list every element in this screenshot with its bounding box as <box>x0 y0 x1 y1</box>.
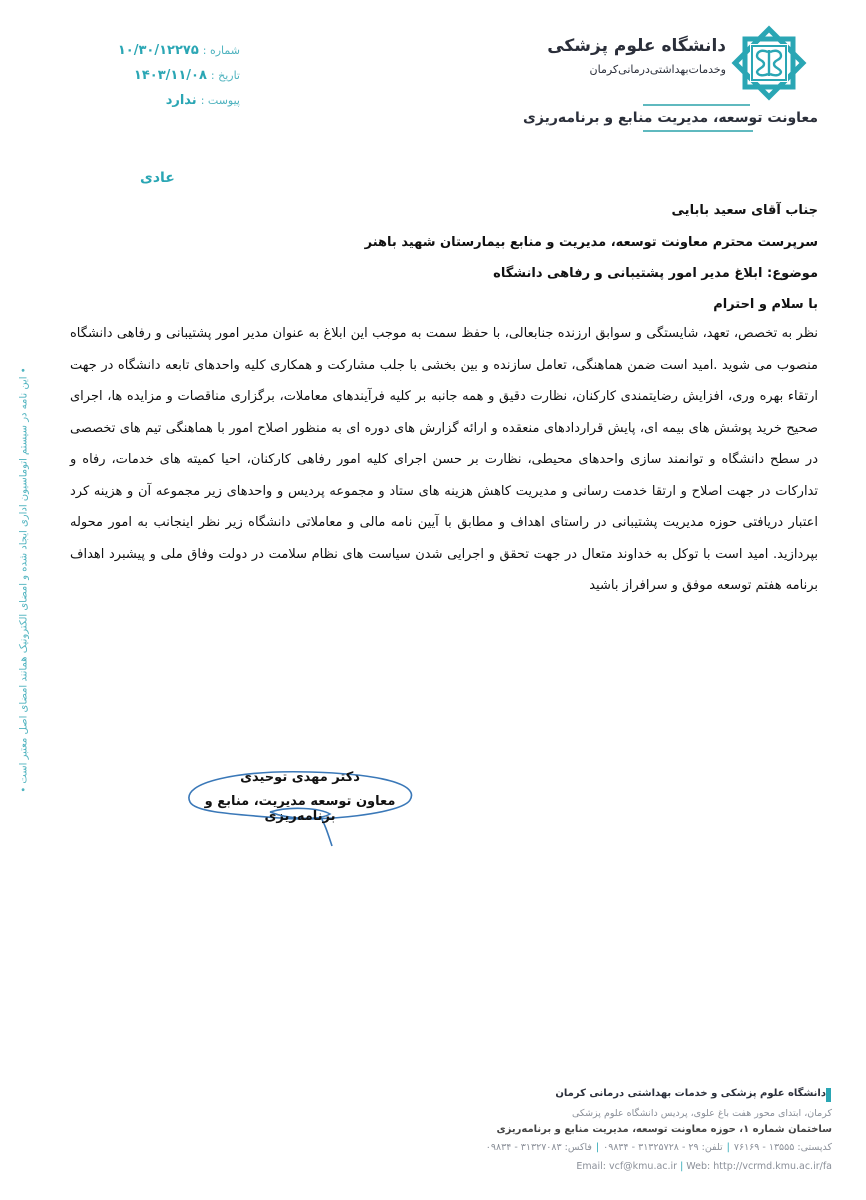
footer-phone: تلفن: ۲۹ - ۳۱۳۲۵۷۲۸ - ۰۹۸۳۴ <box>603 1142 723 1153</box>
university-logo <box>728 22 810 104</box>
star-emblem-icon <box>728 22 810 104</box>
divider <box>643 130 753 132</box>
attachment-value: ندارد <box>165 93 197 108</box>
footer-title: دانشگاه علوم پزشکی و خدمات بهداشتی درمانی کرمان <box>555 1088 826 1099</box>
attachment-label: پیوست : <box>200 94 240 107</box>
number-label: شماره : <box>202 44 240 57</box>
signatory-name: دکتر مهدی توحیدی <box>240 770 360 785</box>
letter-meta <box>100 38 240 113</box>
footer-building: ساختمان شماره ۱، حوزه معاونت توسعه، مدیریت منابع و برنامه‌ریزی <box>496 1124 832 1135</box>
footer-website-link[interactable]: Web: http://vcrmd.kmu.ac.ir/fa <box>686 1161 832 1172</box>
letter-body: نظر به تخصص، تعهد، شایستگی و سوابق ارزنده جنابعالی، با حفظ سمت به موجب این ابلاغ به عنوان مدیر امور پشتیبانی و رفاهی دانشگاه منصوب می شوید .امید است ضمن هماهنگی، تعامل سازنده و بین بخشی با جلب مشارکت و همکاری کلیه واحدهای تابعه دانشگاه در جهت ارتقاء بهره وری، افزایش رضایتمندی کارکنان، نظارت دقیق و همه جانبه بر کلیه فرآیندهای معاملات، برگزاری مناقصات و مزایده ها، اجرای صحیح خرید پوشش های بیمه ای، پایش قراردادهای منعقده و ارائه گزارش های دوره ای به منظور اصلاح امور با هماهنگی تیم های تخصصی در سطح دانشگاه و توانمند سازی واحدهای محیطی، نظارت بر حسن اجرای کلیه امور رفاهی کارکنان، احیا کمیته های خدمات، رفاه و تدارکات در جهت اصلاح و ارتقا خدمت رسانی و مدیریت کاهش هزینه های ستاد و مجموعه پردیس و واحدهای زیر مجموعه آن و هزینه کرد اعتبار دریافتی حوزه مدیریت پشتیبانی در راستای اهداف و مطابق با آیین نامه مالی و معاملاتی دانشگاه زیر نظر اینجانب به امور محوله بپردازید. امید است با توکل به خداوند متعال در جهت تحقق و اجرایی شدن سیاست های نظام سلامت در دولت وفاق ملی و پیشبرد اهداف برنامه هفتم توسعه موفق و سرافراز باشید <box>70 326 818 593</box>
electronic-signature-note <box>14 340 34 820</box>
number-value: ۱۰/۳۰/۱۲۲۷۵ <box>117 43 199 58</box>
letter-subject: موضوع: ابلاغ مدیر امور پشتیبانی و رفاهی دانشگاه <box>493 266 818 281</box>
date-value: ۱۴۰۳/۱۱/۰۸ <box>133 68 207 83</box>
footer-fax: فاکس: ۳۱۳۲۷۰۸۳ - ۰۹۸۳۴ <box>485 1142 592 1153</box>
footer-address: کرمان، ابتدای محور هفت باغ علوی، پردیس دانشگاه علوم پزشکی <box>571 1108 832 1119</box>
letter-date-row <box>100 63 240 88</box>
footer-contact: کدپستی: ۱۳۵۵۵ - ۷۶۱۶۹|تلفن: ۲۹ - ۳۱۳۲۵۷۲۸ - ۰۹۸۳۴|فاکس: ۳۱۳۲۷۰۸۳ - ۰۹۸۳۴ <box>485 1142 832 1153</box>
footer-web: Email: vcf@kmu.ac.ir | Web: http://vcrmd.kmu.ac.ir/fa <box>576 1161 832 1172</box>
letter-attachment-row <box>100 88 240 113</box>
date-label: تاریخ : <box>210 69 240 82</box>
priority-label: عادی <box>140 170 175 186</box>
addressee-position: سرپرست محترم معاونت توسعه، مدیریت و منابع بیمارستان شهید باهنر <box>364 235 818 250</box>
footer-email-link[interactable]: Email: vcf@kmu.ac.ir <box>576 1161 678 1172</box>
footer-accent-bar <box>826 1088 831 1102</box>
greeting: با سلام و احترام <box>713 297 818 312</box>
side-note-text: • این نامه در سیستم اتوماسیون اداری ایجاد شده و امضای الکترونیک همانند امضای اصل معتبر است • <box>18 367 30 793</box>
university-name: دانشگاه علوم پزشکی <box>547 36 726 56</box>
divider <box>643 104 750 106</box>
addressee-name: جناب آقای سعید بابایی <box>671 203 818 218</box>
letter-number-row <box>100 38 240 63</box>
signatory-title: معاون توسعه مدیریت، منابع و برنامه‌ریزی <box>204 794 396 824</box>
university-subtitle: وخدمات‌بهداشتی‌درمانی‌کرمان <box>589 63 726 76</box>
footer-postal: کدپستی: ۱۳۵۵۵ - ۷۶۱۶۹ <box>733 1142 832 1153</box>
department-name: معاونت توسعه، مدیریت منابع و برنامه‌ریزی <box>523 110 818 126</box>
